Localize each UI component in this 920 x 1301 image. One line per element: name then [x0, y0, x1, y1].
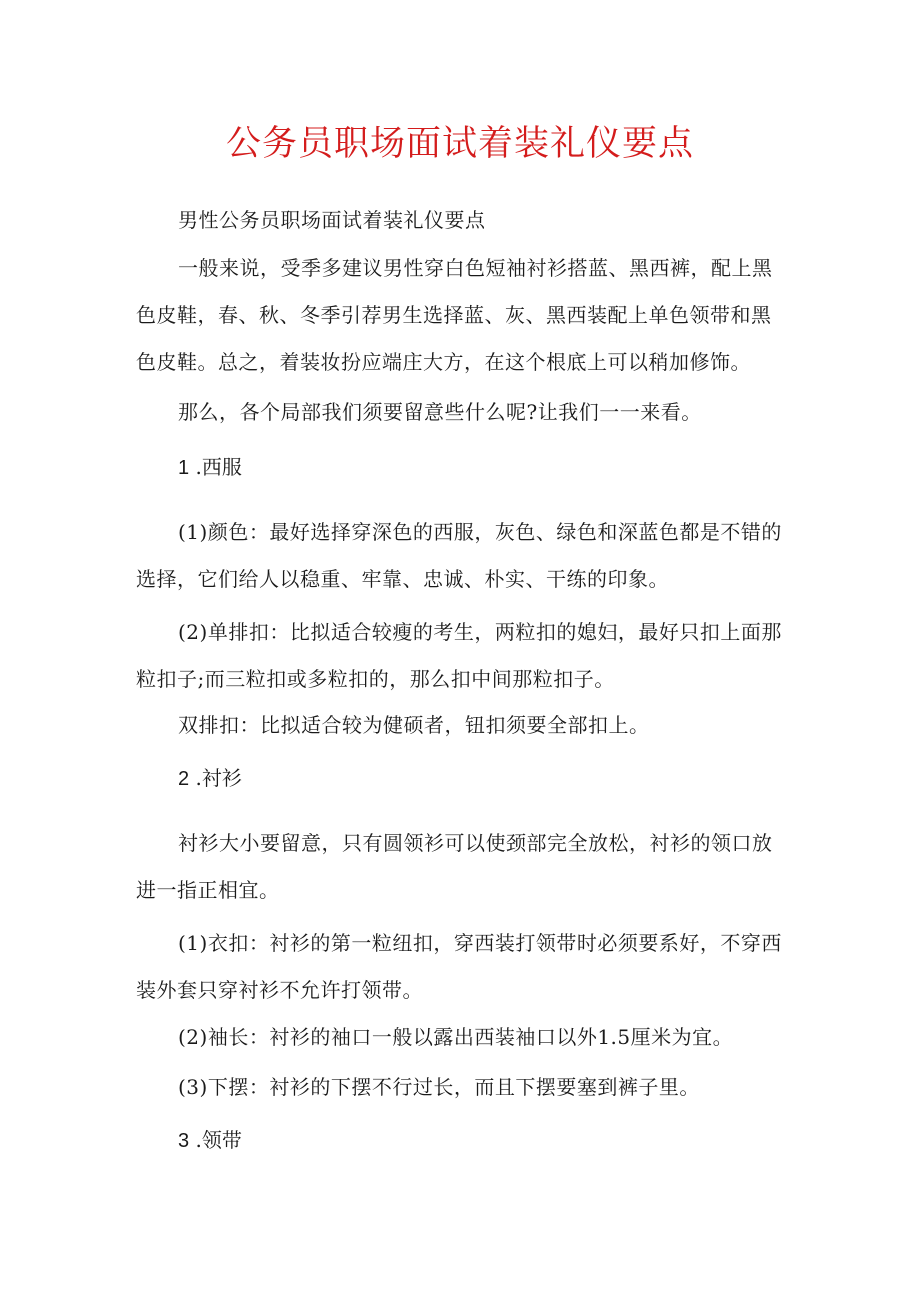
section-1-heading — [178, 452, 242, 483]
double-breasted-paragraph: 双排扣：比拟适合较为健硕者，钮扣须要全部扣上。 — [178, 713, 650, 737]
section-2-heading — [178, 763, 242, 794]
shirt-size-paragraph: 衬衫大小要留意，只有圆领衫可以使颈部完全放松，衬衫的领口放进一指正相宜。 — [136, 831, 773, 902]
transition-paragraph: 那么，各个局部我们须要留意些什么呢?让我们一一来看。 — [178, 400, 702, 424]
intro-paragraph: 一般来说，受季多建议男性穿白色短袖衬衫搭蓝、黑西裤，配上黑色皮鞋，春、秋、冬季引荐男生选择蓝、灰、黑西装配上单色领带和黑色皮鞋。总之，着装妆扮应端庄大方，在这个根底上可以稍加修饰。 — [136, 256, 773, 374]
section-3-title: .领带 — [189, 1128, 242, 1152]
section-3-heading — [178, 1125, 242, 1156]
section-1-title: .西服 — [189, 455, 242, 479]
section-2-number: 2 — [178, 768, 190, 790]
shirt-button-paragraph: (1)衣扣：衬衫的第一粒纽扣，穿西装打领带时必须要系好，不穿西装外套只穿衬衫不允许打领带。 — [136, 931, 782, 1002]
subtitle: 男性公务员职场面试着装礼仪要点 — [178, 208, 486, 232]
shirt-hem-paragraph: (3)下摆：衬衫的下摆不行过长，而且下摆要塞到裤子里。 — [178, 1075, 700, 1099]
section-2-title: .衬衫 — [189, 766, 242, 790]
section-3-number: 3 — [178, 1130, 190, 1152]
document-title: 公务员职场面试着装礼仪要点 — [225, 124, 694, 164]
single-breasted-paragraph: (2)单排扣：比拟适合较瘦的考生，两粒扣的媳妇，最好只扣上面那粒扣子;而三粒扣或多粒扣的，那么扣中间那粒扣子。 — [136, 620, 782, 691]
suit-color-paragraph: (1)颜色：最好选择穿深色的西服，灰色、绿色和深蓝色都是不错的选择，它们给人以稳重、牢靠、忠诚、朴实、干练的印象。 — [136, 520, 782, 591]
section-1-number: 1 — [178, 457, 190, 479]
shirt-sleeve-paragraph: (2)袖长：衬衫的袖口一般以露出西装袖口以外1.5厘米为宜。 — [178, 1025, 734, 1049]
